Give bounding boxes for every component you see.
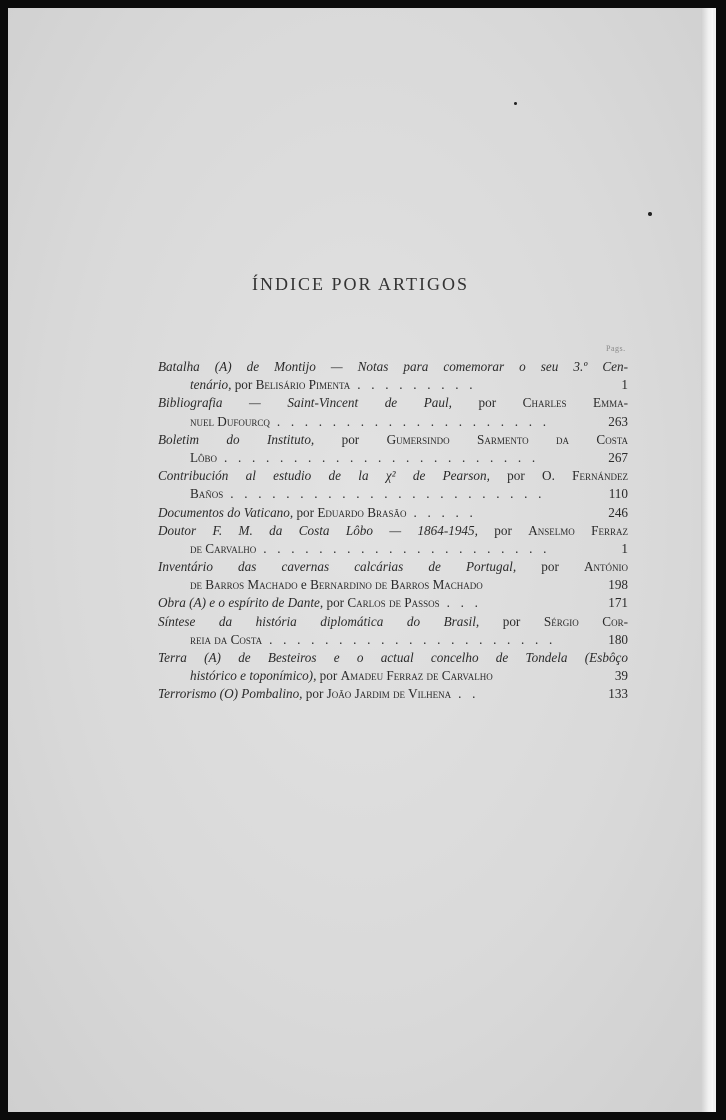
- author-name: António: [583, 559, 628, 575]
- dust-speck: [648, 212, 652, 216]
- index-entry: [158, 558, 628, 594]
- entry-line: [158, 376, 628, 394]
- author-name: nuel Dufourcq: [190, 413, 270, 429]
- leader-dots: . . . . . . . . . . . . . . . . . . . . .: [262, 631, 557, 647]
- author-name: Baños: [190, 486, 224, 502]
- by-word: por: [479, 613, 544, 629]
- author-name: Gumersindo Sarmento da Costa: [386, 431, 628, 447]
- index-entry: [158, 613, 628, 649]
- leader-dots: . .: [451, 686, 480, 702]
- entry-line: [158, 358, 628, 376]
- index-entry: [158, 649, 628, 685]
- index-entry: [158, 358, 628, 394]
- index-entry: [158, 685, 628, 703]
- entry-line: [158, 394, 628, 412]
- work-title: Bibliografia — Saint-Vincent de Paul,: [158, 395, 452, 411]
- by-word: por: [489, 468, 543, 484]
- book-page: [8, 8, 716, 1112]
- author-name: Anselmo Ferraz: [528, 522, 628, 538]
- work-title: Documentos do Vaticano,: [158, 504, 294, 520]
- index-entry: [158, 394, 628, 430]
- work-title: Boletim do Instituto,: [158, 431, 315, 447]
- entry-line: [158, 413, 628, 431]
- index-entry: [158, 594, 628, 612]
- by-word: por: [314, 431, 387, 447]
- leader-dots: . . .: [439, 595, 482, 611]
- by-word: por: [302, 686, 327, 702]
- leader-dots: . . . . . . . . . . . . . . . . . . . . . . .: [223, 486, 546, 502]
- index-entry: [158, 522, 628, 558]
- page-number: 1: [621, 377, 628, 393]
- pages-column-label: Pags.: [606, 344, 626, 353]
- work-title: tenário,: [190, 377, 232, 393]
- leader-dots: . . . . . . . . . . . . . . . . . . . . .: [256, 540, 551, 556]
- work-title: histórico e toponímico),: [190, 668, 317, 684]
- entry-line: [158, 649, 628, 667]
- page-number: 180: [608, 631, 628, 647]
- entry-line: [158, 685, 628, 703]
- entry-line: [158, 594, 628, 612]
- work-title: Terra (A) de Besteiros e o actual concelho de Tondela (Esbôço: [158, 650, 628, 665]
- entry-line: [158, 576, 628, 594]
- author-name: reia da Costa: [190, 631, 263, 647]
- entry-line: [158, 449, 628, 467]
- author-name: Sérgio Cor-: [543, 613, 628, 629]
- work-title: Inventário das cavernas calcárias de Portugal,: [158, 559, 517, 575]
- leader-dots: . . . . . . . . . . . . . . . . . . . . . . .: [217, 449, 539, 465]
- author-name: de Carvalho: [190, 540, 257, 556]
- by-word: por: [323, 595, 348, 611]
- dust-speck: [514, 102, 517, 105]
- work-title: Terrorismo (O) Pombalino,: [158, 686, 303, 702]
- entry-line: [158, 540, 628, 558]
- work-title: Batalha (A) de Montijo — Notas para comemorar o seu 3.º Cen-: [158, 359, 628, 374]
- index-title: ÍNDICE POR ARTIGOS: [252, 274, 469, 294]
- author-name: de Barros Machado: [190, 577, 298, 593]
- leader-dots: . . . . .: [406, 504, 477, 520]
- entry-line: [158, 522, 628, 540]
- page-number: 246: [608, 504, 628, 520]
- page-number: 39: [614, 668, 628, 684]
- entry-line: [158, 558, 628, 576]
- index-entry: [158, 504, 628, 522]
- index-entry: [158, 431, 628, 467]
- by-word: por: [516, 559, 584, 575]
- work-title: Síntese da história diplomática do Brasil,: [158, 613, 480, 629]
- page-number: 1: [621, 540, 628, 556]
- author-name: Bernardino de Barros Machado: [310, 577, 483, 593]
- entry-line: [158, 613, 628, 631]
- page-number: 133: [608, 686, 628, 702]
- page-number: 171: [608, 595, 628, 611]
- work-title: Contribución al estudio de la χ² de Pearson,: [158, 468, 490, 484]
- entry-line: [158, 667, 628, 685]
- entry-line: [158, 504, 628, 522]
- entry-line: [158, 485, 628, 503]
- page-number: 198: [608, 577, 628, 593]
- by-word: por: [316, 668, 341, 684]
- author-name: João Jardim de Vilhena: [326, 686, 452, 702]
- entry-line: [158, 431, 628, 449]
- author-name: Eduardo Brasão: [317, 504, 407, 520]
- entry-line: [158, 631, 628, 649]
- page-number: 267: [608, 449, 628, 465]
- page-edge: [701, 8, 713, 1112]
- author-name: Lôbo: [190, 449, 218, 465]
- page-number: 110: [608, 486, 628, 502]
- work-title: Doutor F. M. da Costa Lôbo — 1864-1945,: [158, 522, 478, 538]
- author-name: O. Fernández: [542, 468, 628, 484]
- author-name: Amadeu Ferraz de Carvalho: [340, 668, 493, 684]
- author-name: Belisário Pimenta: [255, 377, 351, 393]
- index-entry: [158, 467, 628, 503]
- by-word: por: [231, 377, 256, 393]
- author-name: Carlos de Passos: [347, 595, 440, 611]
- entry-line: [158, 467, 628, 485]
- author-name: Charles Emma-: [522, 395, 628, 411]
- by-word: por: [451, 395, 523, 411]
- work-title: Obra (A) e o espírito de Dante,: [158, 595, 324, 611]
- leader-dots: . . . . . . . . . . . . . . . . . . . .: [269, 413, 550, 429]
- by-word: por: [293, 504, 318, 520]
- leader-dots: . . . . . . . . .: [350, 377, 477, 393]
- page-number: 263: [608, 413, 628, 429]
- table-of-contents: [158, 358, 628, 704]
- and-word: e: [297, 577, 311, 593]
- by-word: por: [477, 522, 529, 538]
